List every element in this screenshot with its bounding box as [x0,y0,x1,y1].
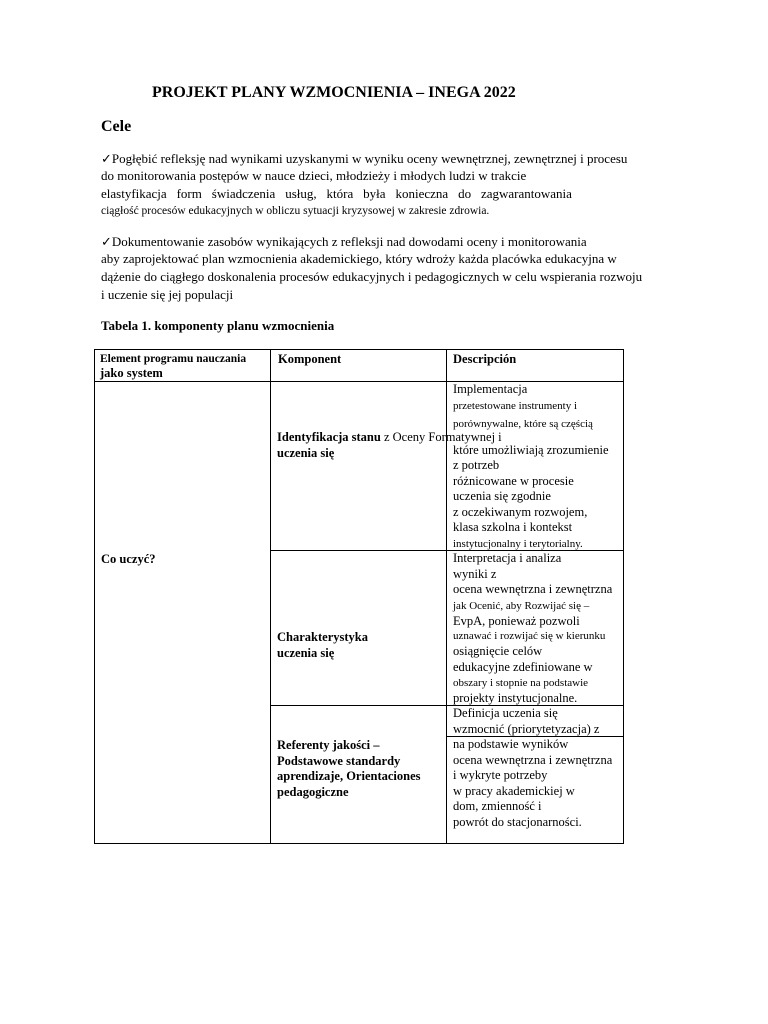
component-identification-line2: uczenia się [277,445,335,460]
component-quality-referents [277,738,421,800]
header-description: Descripción [453,352,517,366]
desc-line: porównywalne, które są częścią [453,417,593,430]
goal1-line4: ciągłość procesów edukacyjnych w obliczu sytuacji kryzysowej w zakresie zdrowia. [101,205,490,217]
goal1-line3-word: która [326,186,354,201]
description-characteristics [453,551,612,707]
description-identification [453,382,609,553]
section-heading: Cele [101,118,132,135]
component-characteristics-line1: Charakterystyka [277,630,368,644]
component-quality-line: Referenty jakości – [277,738,380,752]
table-caption: Tabela 1. komponenty planu wzmocnienia [101,318,335,333]
desc-line: wzmocnić (priorytetyzacja) z [453,721,600,736]
desc-line: na podstawie wyników [453,737,569,751]
goal1-line3-word: zagwarantowania [480,186,572,201]
goal1-line1: ✓Pogłębić refleksję nad wynikami uzyskanymi w wyniku oceny wewnętrznej, zewnętrznej i procesu [101,151,628,166]
goal2-line3: dążenie do ciągłego doskonalenia procesów edukacyjnych i pedagogicznych w celu wspierania rozwoju [101,269,643,284]
goal1-line3-word: konieczna [395,186,449,201]
document-title: PROJEKT PLANY WZMOCNIENIA – INEGA 2022 [152,84,516,101]
component-quality-line: pedagogiczne [277,784,349,799]
desc-line [453,434,609,443]
desc-line: projekty instytucjonalne. [453,691,578,705]
goal1-line3-word: była [363,186,386,201]
goal2-line2: aby zaprojektować plan wzmocnienia akademickiego, który wdroży każda placówka edukacyjna w [101,251,617,266]
desc-line: Interpretacja i analiza [453,551,562,565]
goal1-line3-word: świadczenia [211,186,276,201]
goal1-line3-word: usług, [285,186,317,201]
desc-line: ocena wewnętrzna i zewnętrzna [453,752,613,767]
description-quality-referents [453,706,612,830]
desc-line: edukacyjne zdefiniowane w [453,659,593,674]
desc-line: w pracy akademickiej w [453,783,575,798]
desc-line: klasa szkolna i kontekst [453,520,573,534]
header-component: Komponent [278,352,342,366]
desc-line: powrót do stacjonarności. [453,814,582,829]
header-element [100,352,246,380]
desc-line: uczenia się zgodnie [453,489,551,503]
desc-line: Implementacja [453,382,528,396]
desc-line: EvpA, ponieważ pozwoli [453,613,580,628]
desc-line: różnicowane w procesie [453,473,574,488]
components-table [94,349,624,844]
desc-line: instytucjonalny i terytorialny. [453,537,583,550]
desc-line: które umożliwiają zrozumienie [453,442,609,457]
component-identification-rest: z Oceny Formatywnej i [380,430,502,444]
desc-line: wyniki z [453,566,497,581]
desc-line: obszary i stopnie na podstawie [453,677,589,689]
desc-line: Definicja uczenia się [453,706,558,720]
goal1-line3-word: elastyfikacja [101,186,167,201]
component-quality-line: aprendizaje, Orientaciones [277,769,421,783]
goal2-line1: ✓Dokumentowanie zasobów wynikających z refleksji nad dowodami oceny i monitorowania [101,234,587,249]
goal2-line4: i uczenie się jej populacji [101,287,234,302]
desc-line: i wykryte potrzeby [453,768,548,782]
table-divider [446,350,447,843]
header-element-line2: jako system [100,366,163,380]
goal1-line3 [101,186,572,202]
table-divider [270,350,271,843]
desc-line: osiągnięcie celów [453,644,543,658]
goal1-line2: do monitorowania postępów w nauce dzieci, młodzieży i młodych ludzi w trakcie [101,168,527,183]
desc-line: z potrzeb [453,458,500,472]
row-label: Co uczyć? [101,552,156,566]
component-characteristics [277,630,368,661]
component-characteristics-line2: uczenia się [277,645,335,660]
desc-line: uznawać i rozwijać się w kierunku [453,630,606,642]
desc-line: dom, zmienność i [453,799,542,813]
header-element-line1: Element programu nauczania [100,353,247,365]
goal1-line3-word: form [176,186,202,201]
desc-line: przetestowane instrumenty i [453,399,578,412]
component-identification-bold: Identyfikacja stanu [277,430,381,444]
goal1-line3-word: do [458,186,472,201]
desc-line: ocena wewnętrzna i zewnętrzna [453,582,613,596]
component-quality-line: Podstawowe standardy [277,753,401,768]
desc-line: jak Ocenić, aby Rozwijać się – [453,599,590,612]
desc-line: z oczekiwanym rozwojem, [453,504,588,519]
